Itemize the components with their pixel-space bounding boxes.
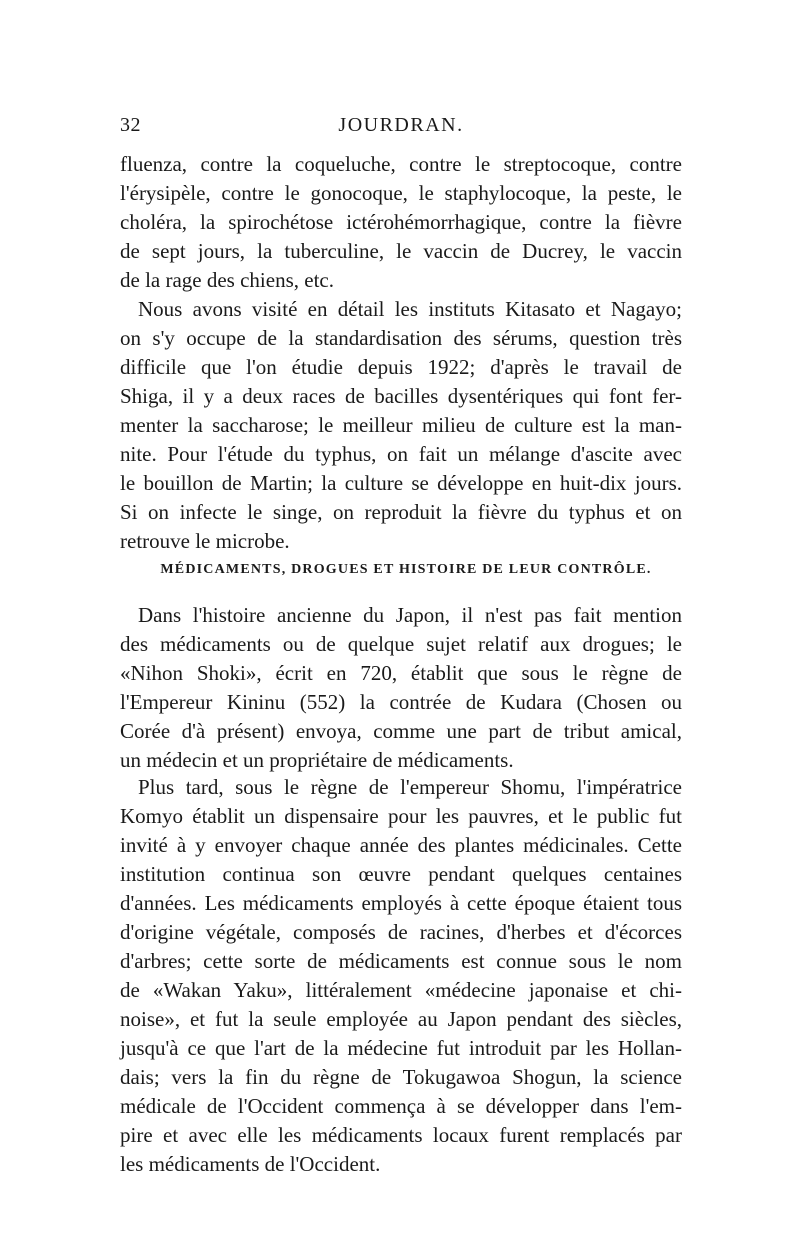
text-line: difficile que l'on étudie depuis 1922; d'après le travail de	[120, 355, 682, 379]
text-line: Dans l'histoire ancienne du Japon, il n'est pas fait mention	[138, 603, 682, 627]
text-line: on s'y occupe de la standardisation des sérums, question très	[120, 326, 682, 350]
text-line: Shiga, il y a deux races de bacilles dysentériques qui font fer-	[120, 384, 682, 408]
text-line: noise», et fut la seule employée au Japon pendant des siècles,	[120, 1007, 682, 1031]
section-heading: MÉDICAMENTS, DROGUES ET HISTOIRE DE LEUR CONTRÔLE.	[160, 562, 652, 577]
text-line: fluenza, contre la coqueluche, contre le streptocoque, contre	[120, 152, 682, 176]
text-line: invité à y envoyer chaque année des plantes médicinales. Cette	[120, 833, 682, 857]
text-line: l'Empereur Kininu (552) la contrée de Kudara (Chosen ou	[120, 690, 682, 714]
text-line: d'années. Les médicaments employés à cette époque étaient tous	[120, 891, 682, 915]
text-line: Komyo établit un dispensaire pour les pauvres, et le public fut	[120, 804, 682, 828]
text-line: les médicaments de l'Occident.	[120, 1152, 381, 1176]
running-head	[120, 114, 682, 144]
text-line: institution continua son œuvre pendant quelques centaines	[120, 862, 682, 886]
text-line: pire et avec elle les médicaments locaux furent remplacés par	[120, 1123, 682, 1147]
text-line: Nous avons visité en détail les instituts Kitasato et Nagayo;	[138, 297, 682, 321]
text-line: «Nihon Shoki», écrit en 720, établit que sous le règne de	[120, 661, 682, 685]
text-line: des médicaments ou de quelque sujet relatif aux drogues; le	[120, 632, 682, 656]
text-line: de la rage des chiens, etc.	[120, 268, 334, 292]
text-line: Si on infecte le singe, on reproduit la fièvre du typhus et on	[120, 500, 682, 524]
text-line: menter la saccharose; le meilleur milieu de culture est la man-	[120, 413, 682, 437]
text-line: jusqu'à ce que l'art de la médecine fut introduit par les Hollan-	[120, 1036, 682, 1060]
text-line: Corée d'à présent) envoya, comme une part de tribut amical,	[120, 719, 682, 743]
text-line: le bouillon de Martin; la culture se développe en huit-dix jours.	[120, 471, 682, 495]
text-line: d'arbres; cette sorte de médicaments est connue sous le nom	[120, 949, 682, 973]
text-line: médicale de l'Occident commença à se développer dans l'em-	[120, 1094, 682, 1118]
page-number: 32	[120, 114, 141, 136]
text-line: d'origine végétale, composés de racines, d'herbes et d'écorces	[120, 920, 682, 944]
book-page	[120, 0, 682, 1245]
text-line: de «Wakan Yaku», littéralement «médecine japonaise et chi-	[120, 978, 682, 1002]
text-line: choléra, la spirochétose ictérohémorrhagique, contre la fièvre	[120, 210, 682, 234]
text-line: retrouve le microbe.	[120, 529, 290, 553]
text-line: nite. Pour l'étude du typhus, on fait un mélange d'ascite avec	[120, 442, 682, 466]
text-line: un médecin et un propriétaire de médicaments.	[120, 748, 514, 772]
text-line: de sept jours, la tuberculine, le vaccin de Ducrey, le vaccin	[120, 239, 682, 263]
text-line: Plus tard, sous le règne de l'empereur Shomu, l'impératrice	[138, 775, 682, 799]
text-line: dais; vers la fin du règne de Tokugawoa Shogun, la science	[120, 1065, 682, 1089]
running-title: JOURDRAN.	[338, 114, 464, 136]
text-line: l'érysipèle, contre le gonocoque, le staphylocoque, la peste, le	[120, 181, 682, 205]
